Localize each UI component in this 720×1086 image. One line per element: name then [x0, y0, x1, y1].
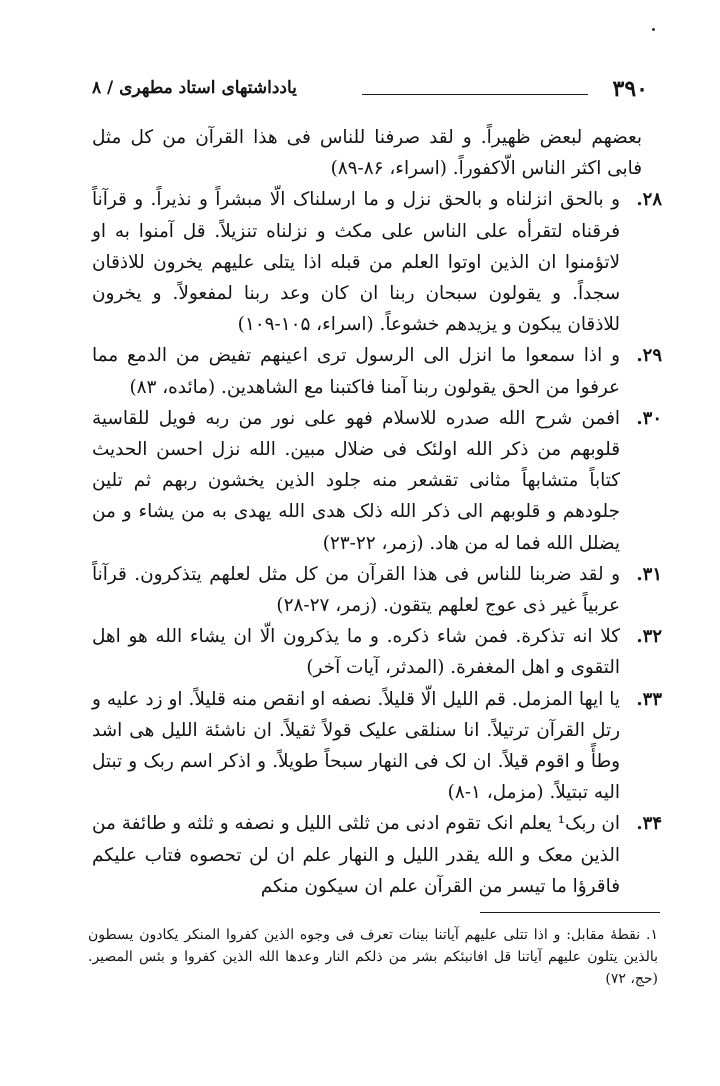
verse-item	[92, 403, 662, 559]
verse-item	[92, 621, 662, 683]
verse-text: و بالحق انزلناه و بالحق نزل و ما ارسلناک الّا مبشراً و نذيراً. و قرآناً فرقناه لتقرأه على الناس على مكث و نزلناه تنزيلاً. قل آمنوا به او لاتؤمنوا ان الذين اوتوا العلم من قبله اذا يتلى عليهم يخرون للاذقان سجداً. و يقولون سبحان ربنا ان كان وعد ربنا لمفعولاً. و يخرون للاذقان يبكون و يزيدهم خشوعاً. (اسراء، ۱۰۵-۱۰۹)	[92, 189, 620, 336]
intro-paragraph	[92, 122, 662, 184]
running-title: يادداشتهاى استاد مطهرى / ۸	[92, 78, 297, 98]
verse-item	[92, 684, 662, 809]
verse-text: يا ايها المزمل. قم الليل الّا قليلاً. نصفه او انقص منه قليلاً. او زد عليه و رتل القرآن ترتيلاً. انا سنلقى عليک قولاً ثقيلاً. ان ناشئة الليل هى اشد وطأً و اقوم قيلاً. ان لک فى النهار سبحاً طويلاً. و اذكر اسم ربک و تبتل اليه تبتيلاً. (مزمل، ۱-۸)	[92, 688, 620, 804]
verse-text: و اذا سمعوا ما انزل الى الرسول ترى اعينهم تفيض من الدمع مما عرفوا من الحق يقولون ربنا آمنا فاكتبنا مع الشاهدين. (مائده، ۸۳)	[92, 345, 620, 398]
verse-number: ۲۹.	[636, 345, 662, 367]
verse-item	[92, 184, 662, 340]
verse-number: ۳۴.	[636, 813, 662, 835]
verse-text: كلا انه تذكرة. فمن شاء ذكره. و ما يذكرون الّا ان يشاء الله هو اهل التقوى و اهل المغفرة. (المدثر، آيات آخر)	[92, 626, 620, 679]
verse-number: ۲۸.	[636, 189, 662, 211]
page-number: ۳۹۰	[612, 76, 648, 102]
verse-number: ۳۳.	[636, 688, 662, 710]
scan-speck	[652, 28, 655, 31]
page-body	[92, 122, 662, 902]
page-header	[92, 76, 648, 116]
verse-text: ان ربک¹ يعلم انک تقوم ادنى من ثلثى الليل و نصفه و ثلثه و طائفة من الذين معک و الله يقدر الليل و النهار علم ان لن تحصوه فتاب عليكم فاقرؤا ما تيسر من القرآن علم ان سيكون منكم	[92, 813, 621, 897]
verse-number: ۳۰.	[636, 407, 662, 429]
intro-text: بعضهم لبعض ظهيراً. و لقد صرفنا للناس فى هذا القرآن من كل مثل فابى اكثر الناس الّاكفوراً. (اسراء، ۸۶-۸۹)	[92, 127, 642, 180]
footnote: ۱. نقطهٔ مقابل: و اذا تتلى عليهم آياتنا بينات تعرف فى وجوه الذين كفروا المنكر يكادون يسطون بالذين يتلون عليهم آياتنا قل افانبئكم بشر من ذلكم النار وعدها الله الذين كفروا و بئس المصير. (حج، ۷۲)	[88, 927, 658, 987]
verse-number: ۳۱.	[636, 563, 662, 585]
verse-text: افمن شرح الله صدره للاسلام فهو على نور من ربه فويل للقاسية قلوبهم من ذكر الله اولئک فى ضلال مبين. الله نزل احسن الحديث كتاباً متشابهاً مثانى تقشعر منه جلود الذين يخشون ربهم ثم تلين جلودهم و قلوبهم الى ذكر الله ذلک هدى الله يهدى به من يشاء و من يضلل الله فما له من هاد. (زمر، ۲۲-۲۳)	[92, 407, 620, 554]
verse-item	[92, 808, 662, 902]
verse-item	[92, 340, 662, 402]
verse-text: و لقد ضربنا للناس فى هذا القرآن من كل مثل لعلهم يتذكرون. قرآناً عربياً غير ذى عوج لعلهم يتقون. (زمر، ۲۷-۲۸)	[92, 563, 620, 617]
footnote-rule	[480, 912, 660, 913]
verse-item	[92, 559, 662, 621]
verse-number: ۳۲.	[636, 626, 662, 648]
header-rule	[362, 94, 588, 95]
